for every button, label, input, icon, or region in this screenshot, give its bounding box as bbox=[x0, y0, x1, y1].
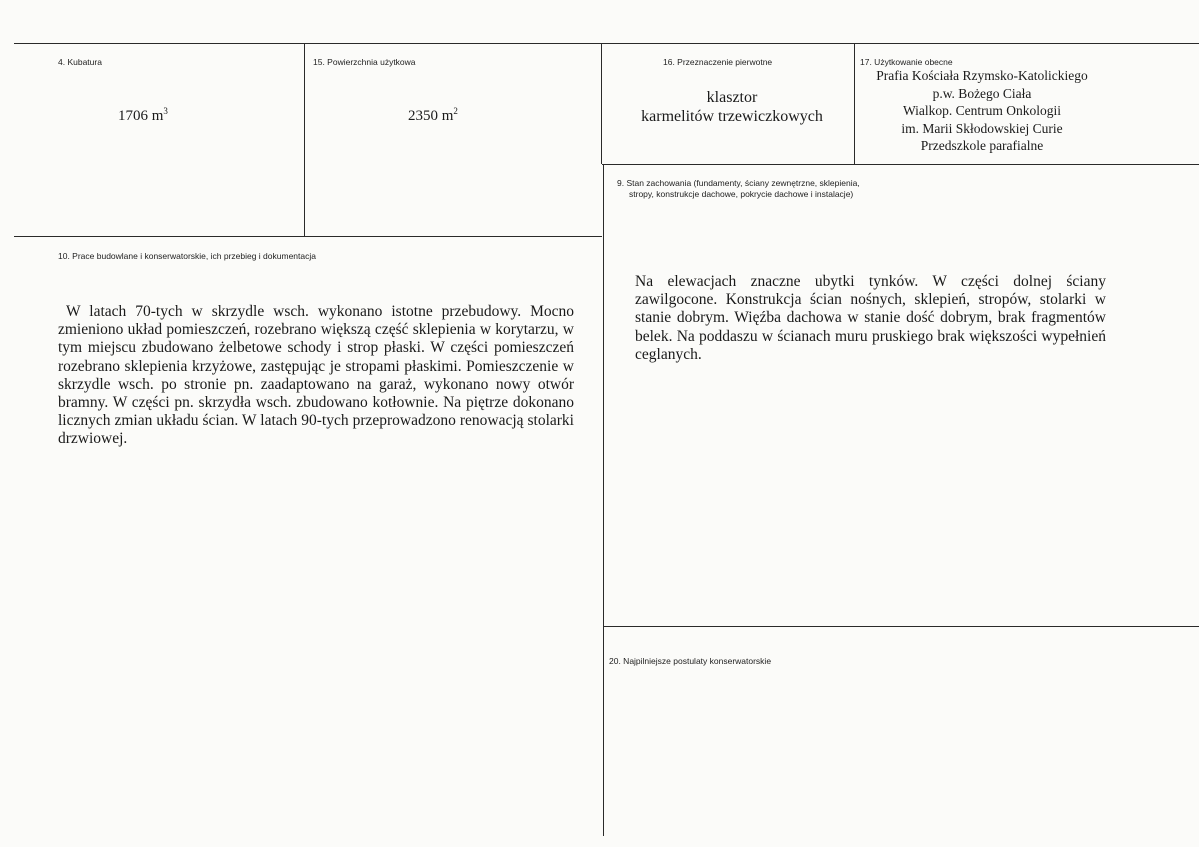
powierzchnia-value bbox=[408, 106, 458, 125]
przeznaczenie-label: 16. Przeznaczenie pierwotne bbox=[663, 57, 773, 67]
stan-zachowania-paragraph: Na elewacjach znaczne ubytki tynków. W części dolnej ściany zawilgocone. Konstrukcja ścian nośnych, sklepień, stropów, stolarki w stanie dobrym. Więźba dachowa w stanie dość dobrym, brak fragmentów belek. Na poddaszu w ścianach muru pruskiego brak większości wypełnień ceglanych. bbox=[635, 273, 1106, 363]
prace-budowlane-text bbox=[58, 303, 574, 449]
postulaty-label: 20. Najpilniejsze postulaty konserwatorskie bbox=[609, 656, 772, 666]
uzytkowanie-label: 17. Użytkowanie obecne bbox=[860, 57, 953, 67]
stan-zachowania-text bbox=[635, 273, 1106, 364]
prace-budowlane-paragraph: W latach 70-tych w skrzydle wsch. wykonano istotne przebudowy. Mocno zmieniono układ pomieszczeń, rozebrano większą część sklepienia w korytarzu, w tym miejscu zbudowano żelbetowe schody i strop płaski. W części pomieszczeń rozebrano sklepienia krzyżowe, zastępując je stropami płaskimi. Pomieszczenie w skrzydle wsch. po stronie pn. zaadaptowano na garaż, wykonano nowy otwór bramny. W części pn. skrzydła wsch. zbudowano kotłownie. Na piętrze dokonano licznych zmian układu ścian. W latach 90-tych przeprowadzono renowacją stolarki drzwiowej. bbox=[58, 303, 574, 448]
col-divider-1 bbox=[304, 43, 305, 236]
row-divider-left bbox=[14, 236, 602, 237]
top-border-line bbox=[14, 43, 1199, 44]
uzytkowanie-line-3: Wialkop. Centrum Onkologii bbox=[902, 103, 1062, 118]
kubatura-label: 4. Kubatura bbox=[58, 57, 102, 67]
kubatura-unit-sup: 3 bbox=[163, 106, 168, 116]
prace-budowlane-label: 10. Prace budowlane i konserwatorskie, ich przebieg i dokumentacja bbox=[58, 251, 316, 261]
uzytkowanie-line-4: im. Marii Skłodowskiej Curie bbox=[901, 120, 1063, 136]
przeznaczenie-value bbox=[612, 88, 852, 126]
col-divider-middle bbox=[603, 164, 604, 836]
powierzchnia-label: 15. Powierzchnia użytkowa bbox=[313, 57, 416, 67]
powierzchnia-unit-sup: 2 bbox=[453, 106, 458, 116]
uzytkowanie-value bbox=[855, 67, 1109, 155]
row-divider-right-bottom bbox=[604, 626, 1199, 627]
kubatura-number: 1706 m bbox=[118, 108, 164, 124]
uzytkowanie-line-2: p.w. Bożego Ciała bbox=[932, 85, 1032, 101]
row-divider-right-top bbox=[602, 164, 1199, 165]
stan-zachowania-label-line-1: 9. Stan zachowania (fundamenty, ściany zewnętrzne, sklepienia, bbox=[617, 178, 860, 188]
przeznaczenie-line-2: karmelitów trzewiczkowych bbox=[641, 108, 823, 125]
uzytkowanie-line-1: Prafia Kościała Rzymsko-Katolickiego bbox=[876, 68, 1088, 83]
col-divider-2 bbox=[601, 43, 602, 164]
powierzchnia-number: 2350 m bbox=[408, 108, 454, 124]
przeznaczenie-line-1: klasztor bbox=[706, 89, 758, 106]
kubatura-value bbox=[118, 106, 168, 125]
uzytkowanie-line-5: Przedszkole parafialne bbox=[920, 138, 1044, 153]
stan-zachowania-label-line-2: stropy, konstrukcje dachowe, pokrycie dachowe i instalacje) bbox=[629, 189, 854, 199]
